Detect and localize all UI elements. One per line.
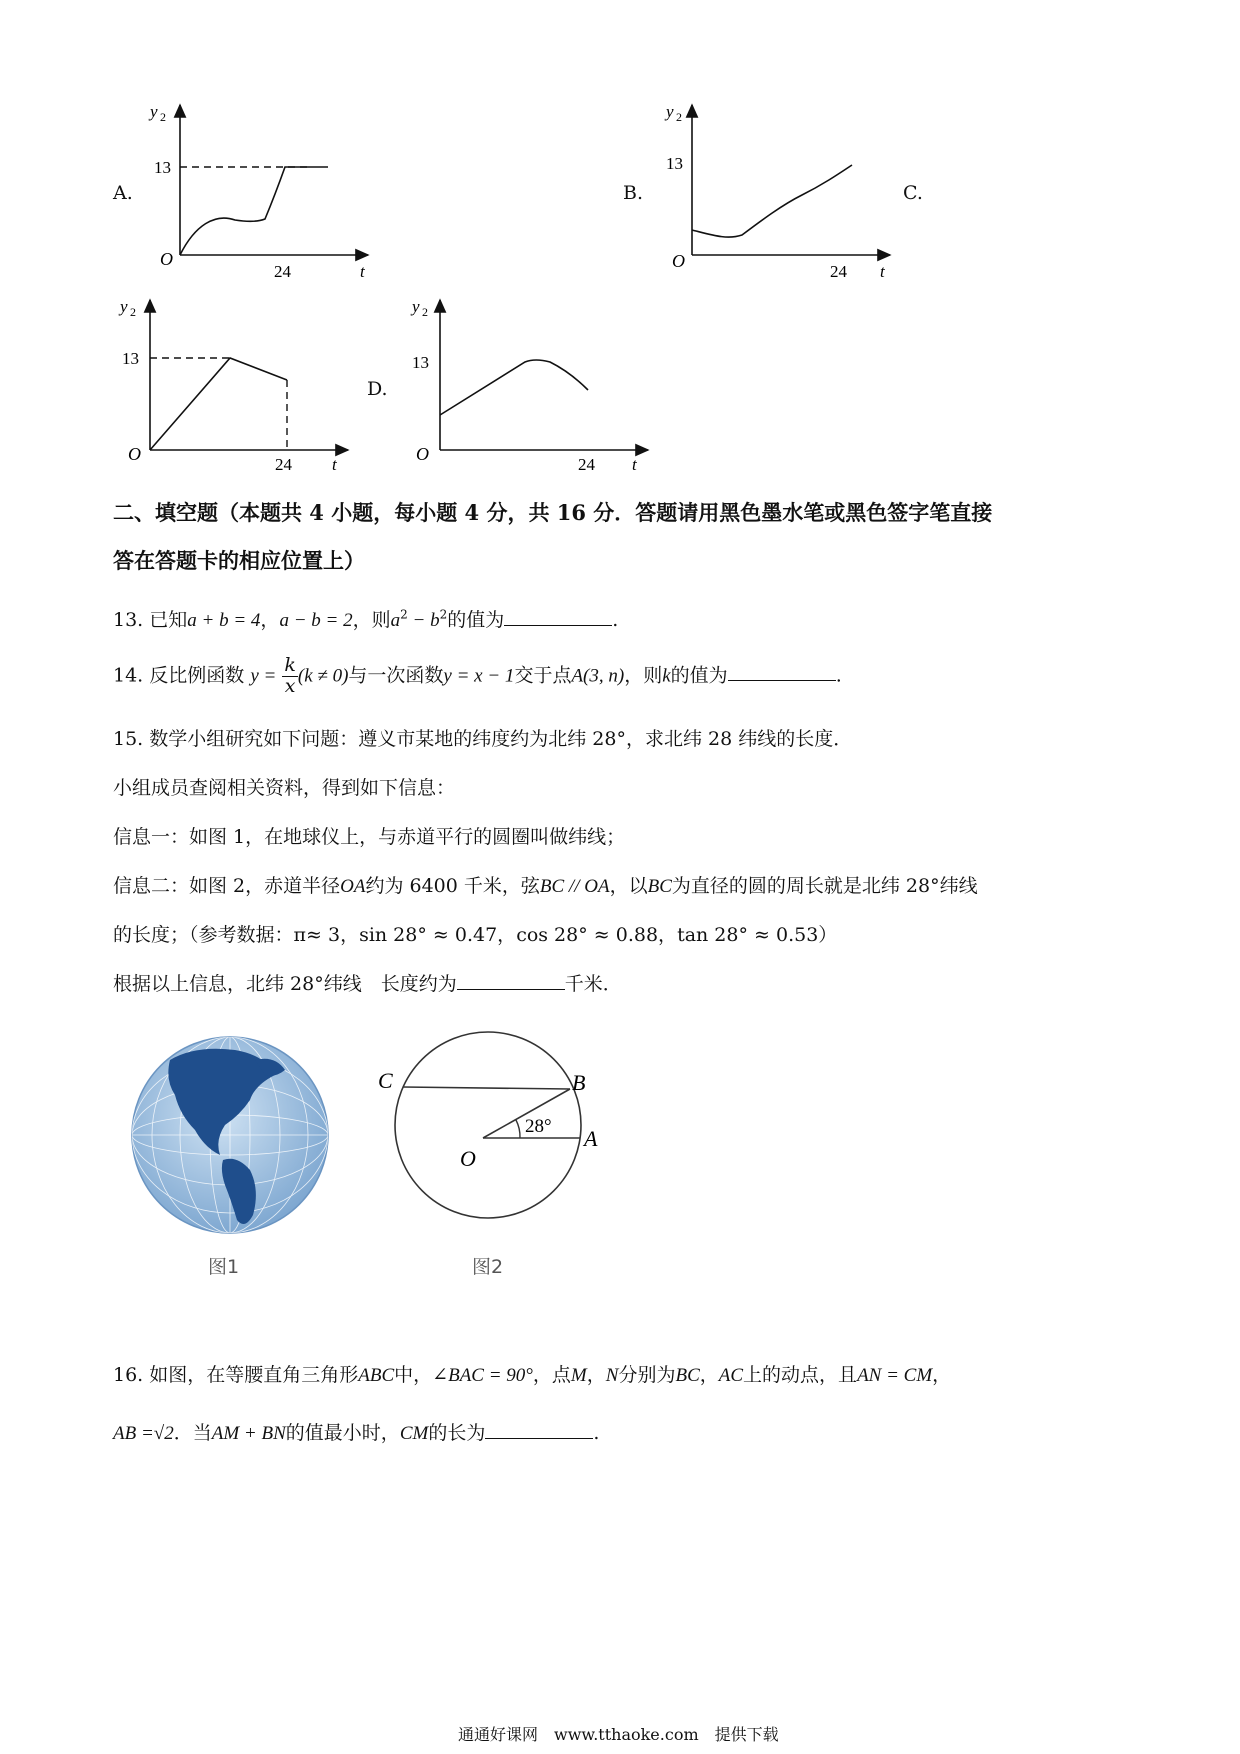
q15-line2: 小组成员查阅相关资料，得到如下信息： — [113, 777, 456, 799]
graph-a-y-label: y — [150, 102, 158, 121]
figure-2-caption: 图2 — [472, 1256, 504, 1278]
q14-fraction: $\frac{k}{x}$ — [284, 654, 296, 697]
graph-option-c — [110, 290, 360, 480]
graph-a-y-tick: 13 — [154, 158, 171, 177]
graph-d-y-sub: 2 — [422, 305, 428, 319]
question-13: 13. 已知a + b = 4，a − b = 2，则$a^2 - b^2$的值为 . — [113, 607, 619, 631]
graph-c-origin: O — [128, 444, 141, 464]
graph-a-x-label: t — [360, 262, 365, 281]
graph-b-x-label: t — [880, 262, 885, 281]
section2-heading-line1: 二、填空题（本题共 4 小题，每小题 4 分，共 16 分．答题请用黑色墨水笔或黑色签字笔直接 — [113, 500, 993, 525]
graph-c-x-tick: 24 — [275, 455, 292, 474]
circle-figure-2 — [370, 1020, 620, 1245]
graph-a-y-sub: 2 — [160, 110, 166, 124]
graph-option-d — [400, 290, 660, 480]
graph-b-y-label: y — [666, 102, 674, 121]
q13-answer-blank — [504, 607, 612, 626]
graph-b-y-sub: 2 — [676, 110, 682, 124]
graph-a-x-tick: 24 — [274, 262, 291, 281]
graph-d-y-tick: 13 — [412, 353, 429, 372]
question-14: 14. 反比例函数 y = $\frac{k}{x}$ (k ≠ 0)与一次函数y = x − 1交于点A(3, n)，则k的值为 . — [113, 654, 842, 697]
graph-d-x-tick: 24 — [578, 455, 595, 474]
section2-heading-line2: 答在答题卡的相应位置上） — [113, 548, 365, 573]
fig2-label-c: C — [378, 1068, 393, 1093]
graph-c-y-sub: 2 — [130, 305, 136, 319]
graph-d-origin: O — [416, 444, 429, 464]
graph-option-b — [652, 95, 902, 285]
fig2-label-o: O — [460, 1146, 476, 1171]
q15-line3: 信息一：如图 1，在地球仪上，与赤道平行的圆圈叫做纬线； — [113, 826, 626, 848]
q15-line5: 的长度；（参考数据：π≈ 3，sin 28° ≈ 0.47，cos 28° ≈ 0.88，tan 28° ≈ 0.53） — [113, 924, 838, 946]
q16-answer-blank — [485, 1420, 593, 1439]
figure-1-caption: 图1 — [208, 1256, 240, 1278]
graph-b-y-tick: 13 — [666, 154, 683, 173]
fig2-label-a: A — [584, 1126, 598, 1151]
q15-line4: 信息二：如图 2，赤道半径OA约为 6400 千米，弦BC // OA，以BC为直径的圆的周长就是北纬 28°纬线 — [113, 875, 978, 897]
q15-line1: 15. 数学小组研究如下问题：遵义市某地的纬度约为北纬 28°，求北纬 28 纬线的长度． — [113, 728, 853, 750]
graph-c-y-label: y — [120, 297, 128, 316]
fig2-label-b: B — [572, 1070, 586, 1095]
page-footer: 通通好课网 www.tthaoke.com 提供下载 — [458, 1725, 779, 1744]
graph-b-origin: O — [672, 251, 685, 271]
graph-a-origin: O — [160, 249, 173, 269]
graph-d-y-label: y — [412, 297, 420, 316]
graph-b-x-tick: 24 — [830, 262, 847, 281]
q16-line1: 16. 如图，在等腰直角三角形ABC中，∠BAC = 90°，点M，N分别为BC，AC上的动点，且AN = CM， — [113, 1364, 952, 1386]
option-c-label: C. — [903, 182, 923, 204]
graph-c-y-tick: 13 — [122, 349, 139, 368]
q16-line2: AB =√2．当AM + BN的值最小时，CM的长为 . — [113, 1422, 600, 1444]
option-b-label: B. — [623, 182, 644, 204]
fig2-angle-label: 28° — [525, 1116, 552, 1137]
globe-figure-1 — [125, 1030, 335, 1240]
graph-d-x-label: t — [632, 455, 637, 474]
graph-option-a — [140, 95, 380, 285]
q15-line6: 根据以上信息，北纬 28°纬线 长度约为 千米． — [113, 973, 622, 995]
q14-answer-blank — [728, 662, 836, 681]
option-d-label: D. — [367, 378, 388, 400]
graph-c-x-label: t — [332, 455, 337, 474]
q15-answer-blank — [457, 971, 565, 990]
option-a-label: A. — [113, 182, 133, 204]
